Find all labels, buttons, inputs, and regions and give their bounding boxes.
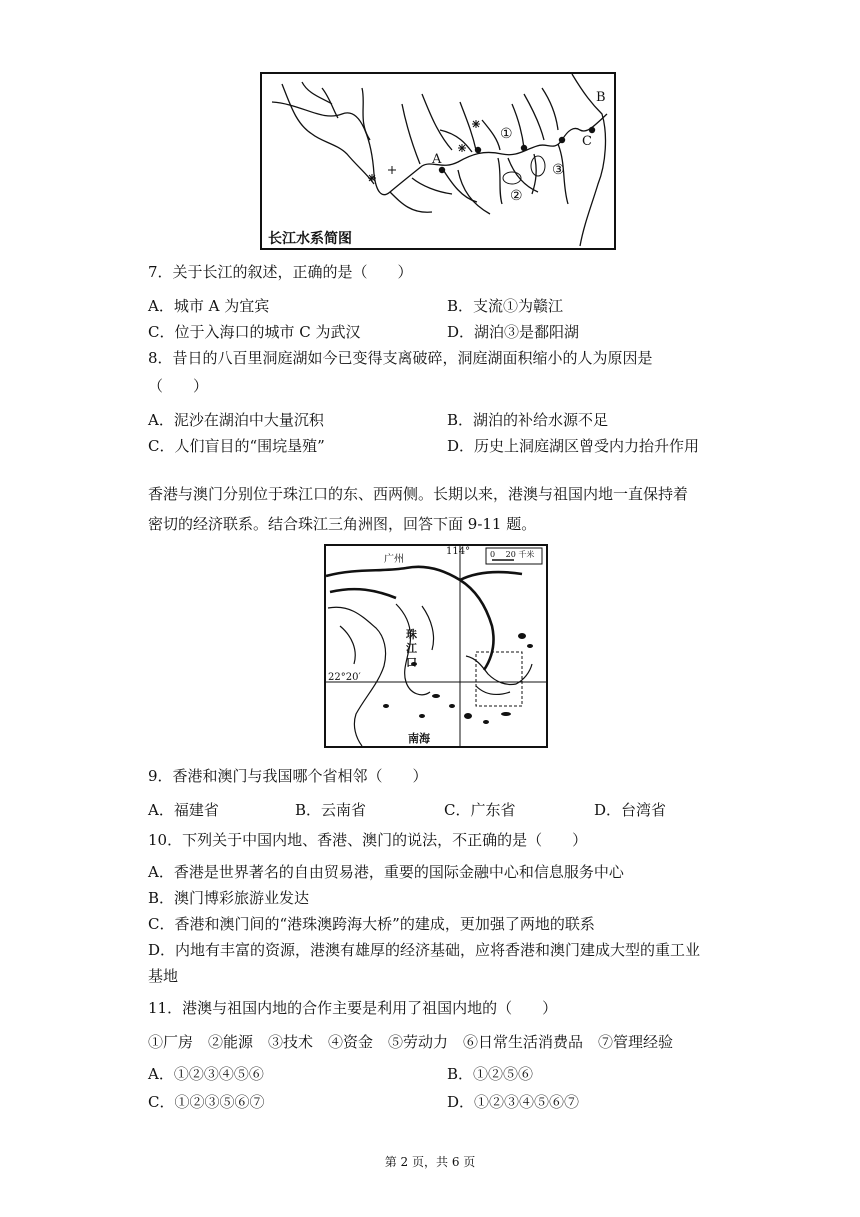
intro-line-1: 香港与澳门分别位于珠江口的东、西两侧。长期以来，港澳与祖国内地一直保持着 [148, 485, 689, 503]
map2-label-scale: 0 20 千米 [490, 550, 535, 559]
map1-title: 长江水系简图 [268, 231, 352, 247]
yangtze-map [260, 72, 616, 250]
q10-option-a: A．香港是世界著名的自由贸易港，重要的国际金融中心和信息服务中心 [148, 863, 624, 881]
q10-option-d-line-1: D．内地有丰富的资源，港澳有雄厚的经济基础，应将香港和澳门建成大型的重工业 [148, 941, 701, 959]
q11-option-d: D．①②③④⑤⑥⑦ [447, 1093, 580, 1111]
map1-label-3: ③ [552, 162, 565, 178]
q8-option-c: C．人们盲目的“围垸垦殖” [148, 437, 325, 455]
map2-label-latitude: 22°20′ [328, 672, 361, 683]
map1-label-1: ① [500, 126, 513, 142]
map1-label-b: B [596, 90, 606, 105]
map2-label-zhu: 珠 [406, 628, 417, 641]
q11-option-b: B．①②⑤⑥ [447, 1065, 534, 1083]
map1-label-c: C [582, 134, 592, 149]
q10-option-c: C．香港和澳门间的“港珠澳跨海大桥”的建成，更加强了两地的联系 [148, 915, 595, 933]
q11-option-a: A．①②③④⑤⑥ [148, 1065, 264, 1083]
page-footer: 第 2 页，共 6 页 [384, 1155, 476, 1169]
map2-label-nanhai: 南海 [408, 732, 430, 745]
q7-option-b: B．支流①为赣江 [447, 297, 564, 315]
q10-option-b: B．澳门博彩旅游业发达 [148, 889, 310, 907]
q7-stem: 7．关于长江的叙述，正确的是（ ） [148, 263, 413, 281]
map2-label-kou: 口 [406, 656, 417, 669]
q7-option-d: D．湖泊③是鄱阳湖 [447, 323, 580, 341]
q9-stem: 9．香港和澳门与我国哪个省相邻（ ） [148, 767, 428, 785]
q9-option-d: D．台湾省 [594, 801, 667, 819]
q8-option-d: D．历史上洞庭湖区曾受内力抬升作用 [447, 437, 700, 455]
q9-option-a: A．福建省 [148, 801, 219, 819]
q11-stem: 11．港澳与祖国内地的合作主要是利用了祖国内地的（ ） [148, 999, 558, 1017]
q8-paren: （ ） [148, 377, 209, 395]
q9-option-b: B．云南省 [295, 801, 367, 819]
q7-option-a: A．城市 A 为宜宾 [148, 297, 270, 315]
q11-items: ①厂房 ②能源 ③技术 ④资金 ⑤劳动力 ⑥日常生活消费品 ⑦管理经验 [148, 1033, 674, 1051]
q7-option-c: C．位于入海口的城市 C 为武汉 [148, 323, 361, 341]
pearl-river-delta-drawing [326, 546, 546, 746]
map1-label-2: ② [510, 188, 523, 204]
q9-option-c: C．广东省 [444, 801, 516, 819]
q8-stem: 8．昔日的八百里洞庭湖如今已变得支离破碎，洞庭湖面积缩小的人为原因是 [148, 349, 653, 367]
q10-option-d-line-2: 基地 [148, 967, 179, 985]
map2-label-jiang: 江 [406, 642, 417, 655]
pearl-river-delta-map [324, 544, 548, 748]
map2-label-guangzhou: 广州 [384, 554, 404, 565]
intro-line-2: 密切的经济联系。结合珠江三角洲图，回答下面 9-11 题。 [148, 515, 537, 533]
map1-label-a: A [432, 152, 442, 167]
q10-stem: 10．下列关于中国内地、香港、澳门的说法，不正确的是（ ） [148, 831, 588, 849]
q11-option-c: C．①②③⑤⑥⑦ [148, 1093, 265, 1111]
q8-option-a: A．泥沙在湖泊中大量沉积 [148, 411, 324, 429]
map2-label-longitude: 114° [446, 546, 471, 557]
q8-option-b: B．湖泊的补给水源不足 [447, 411, 609, 429]
